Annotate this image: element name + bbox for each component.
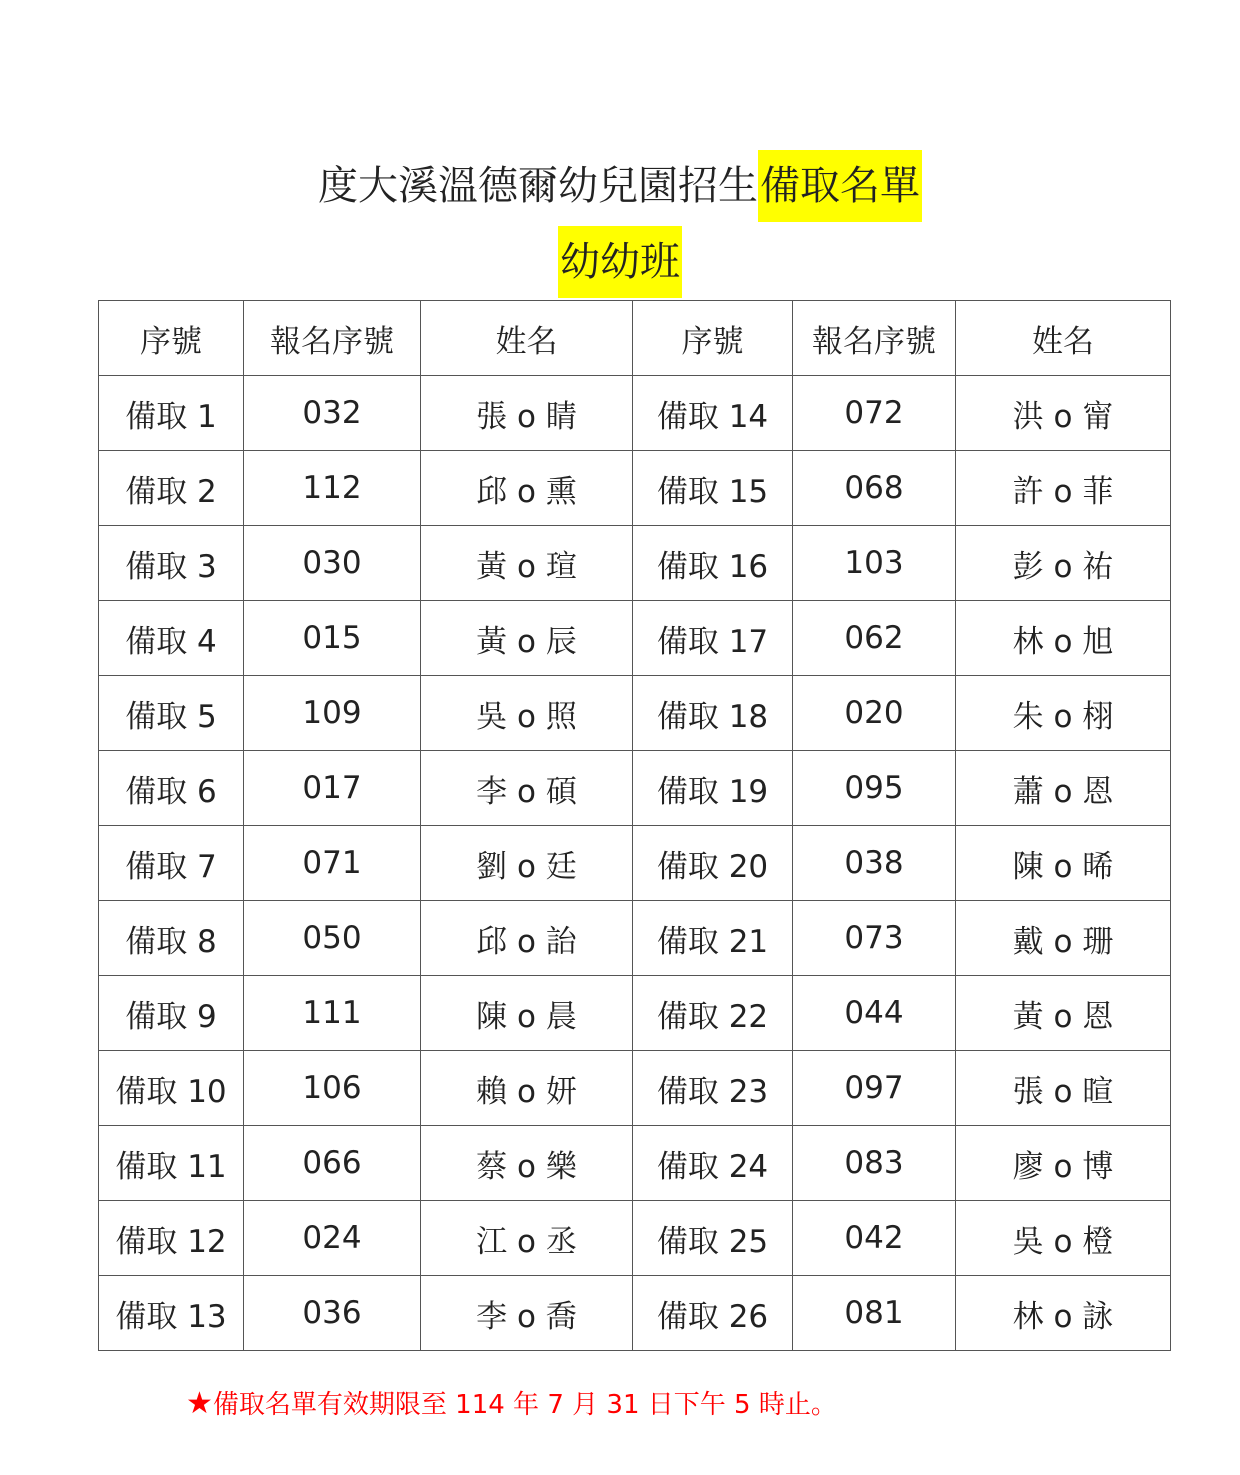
cell-name: 黃 o 瑄 — [421, 526, 633, 601]
cell-name: 陳 o 晞 — [956, 826, 1171, 901]
table-row — [99, 1276, 1171, 1351]
table-header-row — [99, 301, 1171, 376]
cell-reg-no: 068 — [793, 451, 956, 526]
col-header-name: 姓名 — [421, 301, 633, 376]
cell-name: 劉 o 廷 — [421, 826, 633, 901]
cell-name: 黃 o 恩 — [956, 976, 1171, 1051]
cell-name: 吳 o 橙 — [956, 1201, 1171, 1276]
table-row — [99, 601, 1171, 676]
cell-seq: 備取 5 — [99, 676, 244, 751]
cell-seq: 備取 11 — [99, 1126, 244, 1201]
cell-name: 蕭 o 恩 — [956, 751, 1171, 826]
cell-reg-no: 111 — [244, 976, 421, 1051]
table-row — [99, 901, 1171, 976]
cell-name: 林 o 旭 — [956, 601, 1171, 676]
table-row — [99, 526, 1171, 601]
validity-note — [186, 1384, 837, 1421]
cell-seq: 備取 25 — [633, 1201, 793, 1276]
cell-seq: 備取 3 — [99, 526, 244, 601]
cell-seq: 備取 24 — [633, 1126, 793, 1201]
cell-name: 陳 o 晨 — [421, 976, 633, 1051]
page-title — [0, 150, 1240, 222]
cell-name: 賴 o 妍 — [421, 1051, 633, 1126]
cell-reg-no: 036 — [244, 1276, 421, 1351]
cell-name: 林 o 詠 — [956, 1276, 1171, 1351]
cell-seq: 備取 16 — [633, 526, 793, 601]
cell-name: 廖 o 博 — [956, 1126, 1171, 1201]
table-row — [99, 376, 1171, 451]
cell-name: 張 o 睛 — [421, 376, 633, 451]
cell-seq: 備取 1 — [99, 376, 244, 451]
cell-name: 邱 o 熏 — [421, 451, 633, 526]
cell-reg-no: 030 — [244, 526, 421, 601]
cell-name: 許 o 菲 — [956, 451, 1171, 526]
cell-name: 邱 o 詒 — [421, 901, 633, 976]
cell-seq: 備取 10 — [99, 1051, 244, 1126]
cell-seq: 備取 20 — [633, 826, 793, 901]
cell-reg-no: 062 — [793, 601, 956, 676]
cell-seq: 備取 7 — [99, 826, 244, 901]
cell-seq: 備取 23 — [633, 1051, 793, 1126]
cell-seq: 備取 22 — [633, 976, 793, 1051]
table-row — [99, 1201, 1171, 1276]
cell-name: 張 o 暄 — [956, 1051, 1171, 1126]
cell-seq: 備取 8 — [99, 901, 244, 976]
cell-reg-no: 024 — [244, 1201, 421, 1276]
cell-reg-no: 066 — [244, 1126, 421, 1201]
cell-reg-no: 097 — [793, 1051, 956, 1126]
table-row — [99, 751, 1171, 826]
cell-name: 戴 o 珊 — [956, 901, 1171, 976]
table-row — [99, 676, 1171, 751]
col-header-reg-no: 報名序號 — [793, 301, 956, 376]
cell-seq: 備取 19 — [633, 751, 793, 826]
cell-seq: 備取 17 — [633, 601, 793, 676]
cell-seq: 備取 9 — [99, 976, 244, 1051]
cell-reg-no: 073 — [793, 901, 956, 976]
cell-reg-no: 050 — [244, 901, 421, 976]
title-plain: 度大溪溫德爾幼兒園招生 — [318, 163, 758, 209]
cell-seq: 備取 26 — [633, 1276, 793, 1351]
table-row — [99, 1126, 1171, 1201]
table-row — [99, 451, 1171, 526]
cell-seq: 備取 12 — [99, 1201, 244, 1276]
cell-name: 黃 o 辰 — [421, 601, 633, 676]
cell-reg-no: 015 — [244, 601, 421, 676]
page-subtitle — [0, 226, 1240, 298]
table-row — [99, 976, 1171, 1051]
col-header-reg-no: 報名序號 — [244, 301, 421, 376]
cell-name: 洪 o 甯 — [956, 376, 1171, 451]
cell-reg-no: 071 — [244, 826, 421, 901]
cell-name: 蔡 o 樂 — [421, 1126, 633, 1201]
cell-seq: 備取 2 — [99, 451, 244, 526]
cell-reg-no: 109 — [244, 676, 421, 751]
cell-reg-no: 017 — [244, 751, 421, 826]
title-highlight: 備取名單 — [758, 150, 922, 222]
cell-reg-no: 103 — [793, 526, 956, 601]
cell-reg-no: 042 — [793, 1201, 956, 1276]
cell-name: 彭 o 祐 — [956, 526, 1171, 601]
cell-reg-no: 106 — [244, 1051, 421, 1126]
cell-name: 吳 o 照 — [421, 676, 633, 751]
cell-reg-no: 081 — [793, 1276, 956, 1351]
cell-name: 朱 o 栩 — [956, 676, 1171, 751]
cell-seq: 備取 4 — [99, 601, 244, 676]
cell-name: 李 o 喬 — [421, 1276, 633, 1351]
table-row — [99, 1051, 1171, 1126]
cell-reg-no: 072 — [793, 376, 956, 451]
col-header-name: 姓名 — [956, 301, 1171, 376]
table-row — [99, 826, 1171, 901]
cell-name: 李 o 碩 — [421, 751, 633, 826]
waitlist-table — [98, 300, 1171, 1351]
cell-name: 江 o 丞 — [421, 1201, 633, 1276]
class-name: 幼幼班 — [558, 226, 682, 298]
cell-seq: 備取 14 — [633, 376, 793, 451]
cell-reg-no: 032 — [244, 376, 421, 451]
cell-reg-no: 112 — [244, 451, 421, 526]
col-header-seq: 序號 — [633, 301, 793, 376]
col-header-seq: 序號 — [99, 301, 244, 376]
star-icon: ★ — [186, 1386, 213, 1421]
cell-reg-no: 038 — [793, 826, 956, 901]
cell-reg-no: 083 — [793, 1126, 956, 1201]
cell-seq: 備取 13 — [99, 1276, 244, 1351]
cell-seq: 備取 21 — [633, 901, 793, 976]
validity-note-text: 備取名單有效期限至 114 年 7 月 31 日下午 5 時止。 — [212, 1390, 837, 1420]
cell-seq: 備取 6 — [99, 751, 244, 826]
cell-seq: 備取 15 — [633, 451, 793, 526]
table-body — [99, 376, 1171, 1351]
cell-seq: 備取 18 — [633, 676, 793, 751]
cell-reg-no: 044 — [793, 976, 956, 1051]
cell-reg-no: 095 — [793, 751, 956, 826]
cell-reg-no: 020 — [793, 676, 956, 751]
